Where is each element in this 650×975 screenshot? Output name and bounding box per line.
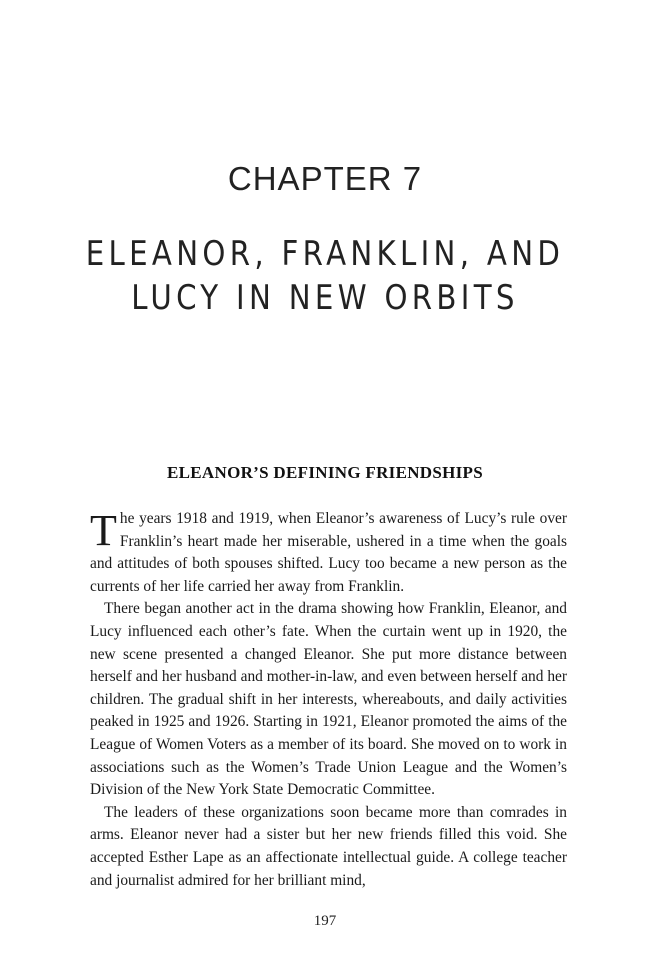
- chapter-title-line-2: LUCY IN NEW ORBITS: [131, 278, 519, 318]
- chapter-title-line-1: ELEANOR, FRANKLIN, AND: [85, 234, 565, 274]
- drop-cap: T: [90, 506, 117, 555]
- paragraph-1: [90, 508, 567, 598]
- chapter-title: [46, 232, 605, 320]
- body-text: [90, 508, 567, 892]
- paragraph-2: There began another act in the drama showing how Franklin, Eleanor, and Lucy influenced each other’s fate. When the curtain went up in 1920, the new scene presented a changed Eleanor. She put more distance between herself and her husband and mother-in-law, and even between herself and her children. The gradual shift in her interests, whereabouts, and daily activities peaked in 1925 and 1926. Starting in 1921, Eleanor promoted the aims of the League of Women Voters as a member of its board. She moved on to work in associations such as the Women’s Trade Union League and the Women’s Division of the New York State Democratic Committee.: [90, 600, 567, 799]
- paragraph-1-text: he years 1918 and 1919, when Eleanor’s awareness of Lucy’s rule over Franklin’s heart made her miserable, ushered in a time when the goals and attitudes of both spouses shifted. Lucy too became a new person as the currents of her life carried her away from Franklin.: [90, 510, 567, 595]
- paragraph-3: The leaders of these organizations soon became more than comrades in arms. Eleanor never had a sister but her new friends filled this void. She accepted Esther Lape as an affectionate intellectual guide. A college teacher and journalist admired for her brilliant mind,: [90, 803, 567, 889]
- chapter-number: CHAPTER 7: [227, 160, 423, 197]
- section-heading: ELEANOR’S DEFINING FRIENDSHIPS: [167, 463, 483, 482]
- page-number: 197: [313, 913, 337, 929]
